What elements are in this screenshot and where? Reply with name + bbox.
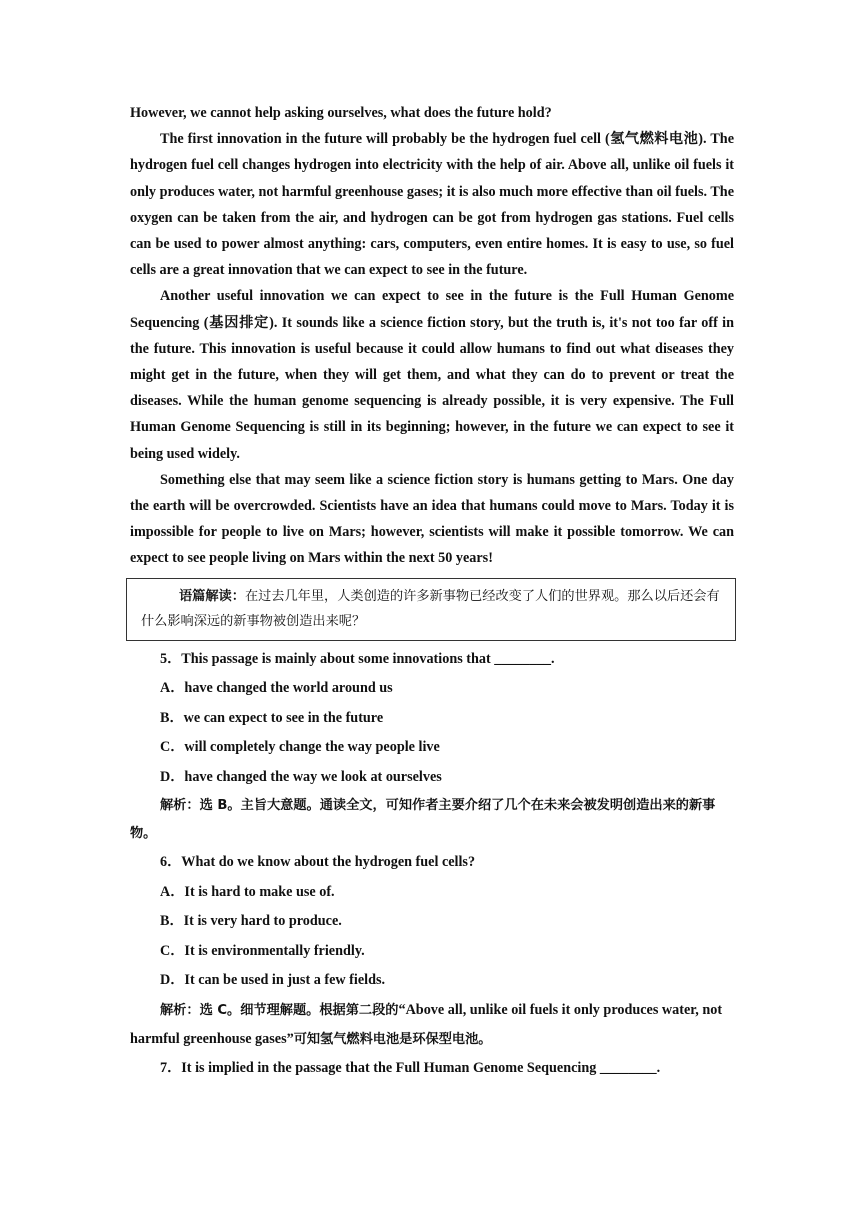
- passage-paragraph-1: However, we cannot help asking ourselves, what does the future hold?: [130, 105, 552, 121]
- question-6-analysis: [130, 996, 734, 1054]
- question-6-option-a: A．It is hard to make use of.: [160, 883, 335, 900]
- question-5-option-a: A．have changed the world around us: [160, 680, 393, 697]
- analysis-body-start: 选 C。细节理解题。根据第二段的: [199, 1002, 399, 1018]
- question-5-option-c: C．will completely change the way people live: [160, 739, 440, 756]
- question-5-stem: 5．This passage is mainly about some innovations that ________.: [160, 650, 555, 667]
- interpretation-body: 在过去几年里，人类创造的许多新事物已经改变了人们的世界观。那么以后还会有什么影响深远的新事物被创造出来呢？: [141, 588, 720, 629]
- analysis-label: 解析：: [160, 1002, 200, 1018]
- question-6-option-b: B．It is very hard to produce.: [160, 913, 342, 930]
- analysis-body-end: 可知氢气燃料电池是环保型电池。: [293, 1031, 492, 1047]
- question-6-option-d: D．It can be used in just a few fields.: [160, 972, 386, 989]
- interpretation-box: [126, 578, 736, 641]
- analysis-quote: “Above all, unlike oil fuels it only produces water, not harmful greenhouse gases”: [130, 1001, 723, 1047]
- passage-paragraph-4: Something else that may seem like a science fiction story is humans getting to Mars. One day the earth will be overcrowded. Scientists have an idea that humans could move to Mars. Today it is impossible for people to live on Mars; however, scientists will make it possible tomorrow. We can expect to see people living on Mars within the next 50 years!: [130, 471, 734, 567]
- question-5-analysis: [130, 792, 734, 848]
- question-6-stem: 6．What do we know about the hydrogen fuel cells?: [160, 854, 476, 871]
- question-6-option-c: C．It is environmentally friendly.: [160, 942, 365, 959]
- interpretation-label: 语篇解读：: [179, 588, 245, 604]
- question-7-stem: 7．It is implied in the passage that the Full Human Genome Sequencing ________.: [160, 1059, 661, 1076]
- passage-paragraph-3: Another useful innovation we can expect to see in the future is the Full Human Genome Sequencing (基因排定). It sounds like a science fiction story, but the truth is, it's not too far off in the future. This innovation is useful because it could allow humans to find out what diseases they might get in the future, when they will get them, and what they can do to prevent or treat the diseases. While the human genome sequencing is already possible, it is very expensive. The Full Human Genome Sequencing is still in its beginning; however, in the future we can expect to see it being used widely.: [130, 288, 734, 462]
- question-5-option-b: B．we can expect to see in the future: [160, 709, 384, 726]
- interpretation-text: [141, 584, 725, 634]
- question-5-option-d: D．have changed the way we look at ourselves: [160, 768, 442, 785]
- analysis-body: 选 B。主旨大意题。通读全文，可知作者主要介绍了几个在未来会被发明创造出来的新事物。: [130, 798, 716, 842]
- passage-paragraph-2: The first innovation in the future will probably be the hydrogen fuel cell (氢气燃料电池). The hydrogen fuel cell changes hydrogen into electricity with the help of air. Above all, unlike oil fuels it only produces water, not harmful greenhouse gases; it is also much more effective than oil fuels. The oxygen can be taken from the air, and hydrogen can be got from hydrogen gas stations. Fuel cells can be used to power almost anything: cars, computers, even entire homes. It is easy to use, so fuel cells are a great innovation that we can expect to see in the future.: [130, 131, 734, 279]
- document-page: [130, 100, 734, 1083]
- analysis-label: 解析：: [160, 798, 200, 814]
